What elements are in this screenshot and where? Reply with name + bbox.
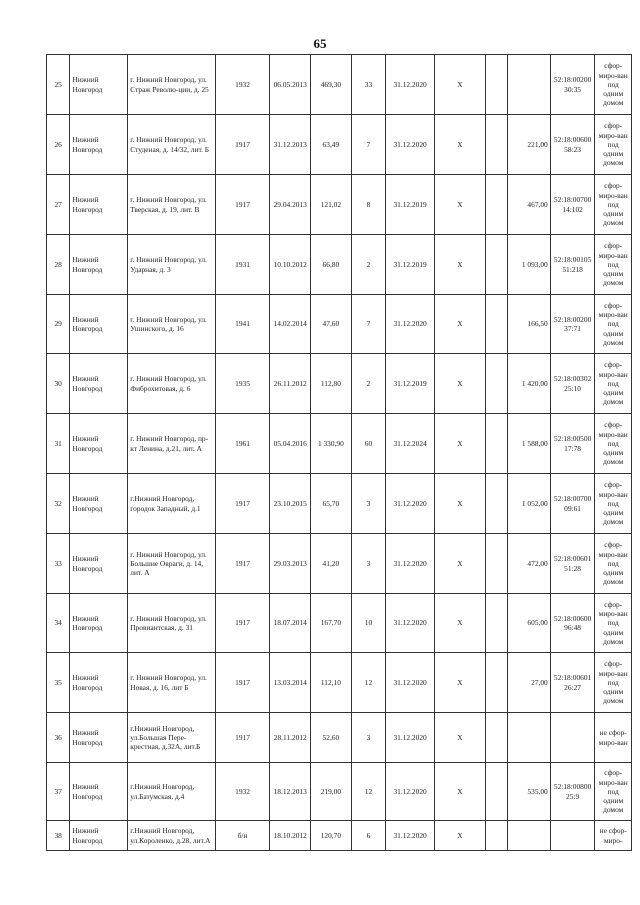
city-cell: Нижний Новгород <box>70 474 128 534</box>
cadastral-number-cell: 52:18:0030225:10 <box>550 354 595 414</box>
count-cell: 7 <box>351 295 386 354</box>
table-row <box>47 414 632 474</box>
year-cell: 1917 <box>215 175 270 235</box>
x-mark-cell: Х <box>434 414 485 474</box>
row-number: 35 <box>47 653 70 713</box>
empty-cell <box>485 474 507 534</box>
city-cell: Нижний Новгород <box>70 653 128 713</box>
area-cell: 219,00 <box>311 763 352 821</box>
address-cell: г. Нижний Новгород, пр-кт Ленина, д.21, лит. А <box>128 414 215 474</box>
x-mark-cell: Х <box>434 653 485 713</box>
city-cell: Нижний Новгород <box>70 713 128 763</box>
area-cell: 167,70 <box>311 594 352 653</box>
year-cell: 1932 <box>215 763 270 821</box>
row-number: 33 <box>47 534 70 594</box>
address-cell: г. Нижний Новгород, ул. Ударная, д. 3 <box>128 235 215 295</box>
area-cell: 52,60 <box>311 713 352 763</box>
city-cell: Нижний Новгород <box>70 594 128 653</box>
count-cell: 60 <box>351 414 386 474</box>
term-cell: 31.12.2020 <box>386 713 435 763</box>
row-number: 34 <box>47 594 70 653</box>
empty-cell <box>485 594 507 653</box>
table-row <box>47 115 632 175</box>
address-cell: г.Нижний Новгород, ул.Большая Пере-крестная, д.32А, лит.Б <box>128 713 215 763</box>
x-mark-cell: Х <box>434 115 485 175</box>
empty-cell <box>485 295 507 354</box>
empty-cell <box>485 175 507 235</box>
row-number: 29 <box>47 295 70 354</box>
land-status-cell: сфор-миро-ван под одним домом <box>595 115 632 175</box>
page-number: 65 <box>313 36 327 51</box>
address-cell: г. Нижний Новгород, ул. Страж Револю-ции, д. 25 <box>128 55 215 115</box>
area-cell: 469,30 <box>311 55 352 115</box>
city-cell: Нижний Новгород <box>70 55 128 115</box>
table-row <box>47 653 632 713</box>
term-cell: 31.12.2020 <box>386 55 435 115</box>
address-cell: г.Нижний Новгород, городок Западный, д.1 <box>128 474 215 534</box>
date-cell: 29.03.2013 <box>270 534 311 594</box>
count-cell: 12 <box>351 763 386 821</box>
x-mark-cell: Х <box>434 763 485 821</box>
row-number: 32 <box>47 474 70 534</box>
cost-cell: 27,00 <box>508 653 551 713</box>
count-cell: 10 <box>351 594 386 653</box>
date-cell: 10.10.2012 <box>270 235 311 295</box>
year-cell: 1935 <box>215 354 270 414</box>
term-cell: 31.12.2020 <box>386 474 435 534</box>
cost-cell: 535,00 <box>508 763 551 821</box>
empty-cell <box>485 821 507 851</box>
table-row <box>47 354 632 414</box>
row-number: 37 <box>47 763 70 821</box>
address-cell: г. Нижний Новгород, ул. Фиброхитовая, д. 6 <box>128 354 215 414</box>
address-cell: г.Нижний Новгород, ул.Короленко, д.28, лит.А <box>128 821 215 851</box>
cost-cell: 221,00 <box>508 115 551 175</box>
address-cell: г.Нижний Новгород, ул.Батумская, д.4 <box>128 763 215 821</box>
cost-cell: 1 420,00 <box>508 354 551 414</box>
city-cell: Нижний Новгород <box>70 414 128 474</box>
land-status-cell: не сфор-миро- <box>595 821 632 851</box>
date-cell: 31.12.2013 <box>270 115 311 175</box>
table-body <box>47 55 632 851</box>
term-cell: 31.12.2019 <box>386 354 435 414</box>
table-row <box>47 474 632 534</box>
year-cell: 1917 <box>215 115 270 175</box>
cost-cell: 467,00 <box>508 175 551 235</box>
area-cell: 66,80 <box>311 235 352 295</box>
land-status-cell: сфор-миро-ван под одним домом <box>595 235 632 295</box>
count-cell: 2 <box>351 354 386 414</box>
area-cell: 1 330,90 <box>311 414 352 474</box>
row-number: 38 <box>47 821 70 851</box>
land-status-cell: сфор-миро-ван под одним домом <box>595 295 632 354</box>
cadastral-number-cell <box>550 821 595 851</box>
area-cell: 112,80 <box>311 354 352 414</box>
cost-cell: 605,00 <box>508 594 551 653</box>
count-cell: 3 <box>351 474 386 534</box>
term-cell: 31.12.2020 <box>386 115 435 175</box>
count-cell: 7 <box>351 115 386 175</box>
table-row <box>47 534 632 594</box>
term-cell: 31.12.2020 <box>386 295 435 354</box>
land-status-cell: сфор-миро-ван под одним домом <box>595 354 632 414</box>
city-cell: Нижний Новгород <box>70 763 128 821</box>
area-cell: 121,02 <box>311 175 352 235</box>
cost-cell <box>508 713 551 763</box>
address-cell: г. Нижний Новгород, ул. Тверская, д. 19, лит. В <box>128 175 215 235</box>
land-status-cell: сфор-миро-ван под одним домом <box>595 414 632 474</box>
term-cell: 31.12.2020 <box>386 653 435 713</box>
term-cell: 31.12.2020 <box>386 534 435 594</box>
x-mark-cell: Х <box>434 175 485 235</box>
x-mark-cell: Х <box>434 474 485 534</box>
date-cell: 23.10.2015 <box>270 474 311 534</box>
land-status-cell: сфор-миро-ван под одним домом <box>595 763 632 821</box>
term-cell: 31.12.2020 <box>386 763 435 821</box>
term-cell: 31.12.2024 <box>386 414 435 474</box>
address-cell: г. Нижний Новгород, ул. Провиантская, д. 31 <box>128 594 215 653</box>
table-row <box>47 594 632 653</box>
term-cell: 31.12.2019 <box>386 235 435 295</box>
term-cell: 31.12.2020 <box>386 821 435 851</box>
row-number: 36 <box>47 713 70 763</box>
empty-cell <box>485 414 507 474</box>
land-status-cell: сфор-миро-ван под одним домом <box>595 474 632 534</box>
land-status-cell: сфор-миро-ван под одним домом <box>595 175 632 235</box>
address-cell: г. Нижний Новгород, ул. Студеная, д. 14/32, лит. Б <box>128 115 215 175</box>
city-cell: Нижний Новгород <box>70 175 128 235</box>
table-row <box>47 713 632 763</box>
cost-cell: 1 052,00 <box>508 474 551 534</box>
year-cell: б/н <box>215 821 270 851</box>
area-cell: 120,70 <box>311 821 352 851</box>
cost-cell: 166,50 <box>508 295 551 354</box>
empty-cell <box>485 235 507 295</box>
term-cell: 31.12.2020 <box>386 594 435 653</box>
count-cell: 12 <box>351 653 386 713</box>
empty-cell <box>485 55 507 115</box>
table-row <box>47 763 632 821</box>
row-number: 27 <box>47 175 70 235</box>
area-cell: 65,70 <box>311 474 352 534</box>
count-cell: 8 <box>351 175 386 235</box>
year-cell: 1917 <box>215 653 270 713</box>
date-cell: 26.11.2012 <box>270 354 311 414</box>
term-cell: 31.12.2019 <box>386 175 435 235</box>
year-cell: 1941 <box>215 295 270 354</box>
table-row <box>47 235 632 295</box>
count-cell: 6 <box>351 821 386 851</box>
cost-cell <box>508 821 551 851</box>
x-mark-cell: Х <box>434 295 485 354</box>
year-cell: 1917 <box>215 474 270 534</box>
city-cell: Нижний Новгород <box>70 115 128 175</box>
year-cell: 1932 <box>215 55 270 115</box>
city-cell: Нижний Новгород <box>70 821 128 851</box>
register-table <box>46 54 632 851</box>
cadastral-number-cell: 52:18:0020030:35 <box>550 55 595 115</box>
year-cell: 1961 <box>215 414 270 474</box>
row-number: 26 <box>47 115 70 175</box>
cost-cell: 1 588,00 <box>508 414 551 474</box>
x-mark-cell: Х <box>434 534 485 594</box>
cadastral-number-cell: 52:18:0080025:9 <box>550 763 595 821</box>
address-cell: г. Нижний Новгород, ул. Ушинского, д. 16 <box>128 295 215 354</box>
empty-cell <box>485 763 507 821</box>
x-mark-cell: Х <box>434 821 485 851</box>
date-cell: 14.02.2014 <box>270 295 311 354</box>
x-mark-cell: Х <box>434 594 485 653</box>
area-cell: 47,60 <box>311 295 352 354</box>
table-row <box>47 295 632 354</box>
x-mark-cell: Х <box>434 55 485 115</box>
city-cell: Нижний Новгород <box>70 235 128 295</box>
cadastral-number-cell: 52:18:0060126:27 <box>550 653 595 713</box>
address-cell: г. Нижний Новгород, ул. Новая, д. 16, лит Б <box>128 653 215 713</box>
city-cell: Нижний Новгород <box>70 534 128 594</box>
count-cell: 33 <box>351 55 386 115</box>
land-status-cell: не сфор-миро-ван <box>595 713 632 763</box>
land-status-cell: сфор-миро-ван под одним домом <box>595 594 632 653</box>
x-mark-cell: Х <box>434 713 485 763</box>
date-cell: 18.10.2012 <box>270 821 311 851</box>
table-row <box>47 55 632 115</box>
row-number: 28 <box>47 235 70 295</box>
land-status-cell: сфор-миро-ван под одним домом <box>595 534 632 594</box>
land-status-cell: сфор-миро-ван под одним домом <box>595 653 632 713</box>
year-cell: 1917 <box>215 594 270 653</box>
x-mark-cell: Х <box>434 354 485 414</box>
count-cell: 3 <box>351 534 386 594</box>
table-row <box>47 821 632 851</box>
year-cell: 1917 <box>215 713 270 763</box>
cadastral-number-cell: 52:18:0050017:78 <box>550 414 595 474</box>
area-cell: 112,10 <box>311 653 352 713</box>
cost-cell <box>508 55 551 115</box>
cadastral-number-cell: 52:18:0010551:218 <box>550 235 595 295</box>
cadastral-number-cell: 52:18:0020037:71 <box>550 295 595 354</box>
date-cell: 28.11.2012 <box>270 713 311 763</box>
area-cell: 41,20 <box>311 534 352 594</box>
city-cell: Нижний Новгород <box>70 295 128 354</box>
count-cell: 2 <box>351 235 386 295</box>
date-cell: 13.03.2014 <box>270 653 311 713</box>
date-cell: 18.07.2014 <box>270 594 311 653</box>
date-cell: 05.04.2016 <box>270 414 311 474</box>
cadastral-number-cell: 52:18:0060096:48 <box>550 594 595 653</box>
cadastral-number-cell: 52:18:0070014:102 <box>550 175 595 235</box>
row-number: 25 <box>47 55 70 115</box>
empty-cell <box>485 354 507 414</box>
cadastral-number-cell: 52:18:0060058:23 <box>550 115 595 175</box>
empty-cell <box>485 534 507 594</box>
date-cell: 18.12.2013 <box>270 763 311 821</box>
city-cell: Нижний Новгород <box>70 354 128 414</box>
x-mark-cell: Х <box>434 235 485 295</box>
cadastral-number-cell <box>550 713 595 763</box>
address-cell: г. Нижний Новгород, ул. Большие Овраги, д. 14, лит. А <box>128 534 215 594</box>
year-cell: 1917 <box>215 534 270 594</box>
empty-cell <box>485 653 507 713</box>
empty-cell <box>485 115 507 175</box>
cost-cell: 1 093,00 <box>508 235 551 295</box>
cost-cell: 472,00 <box>508 534 551 594</box>
empty-cell <box>485 713 507 763</box>
table-row <box>47 175 632 235</box>
year-cell: 1931 <box>215 235 270 295</box>
row-number: 30 <box>47 354 70 414</box>
cadastral-number-cell: 52:18:0060151:28 <box>550 534 595 594</box>
row-number: 31 <box>47 414 70 474</box>
land-status-cell: сфор-миро-ван под одним домом <box>595 55 632 115</box>
area-cell: 63,49 <box>311 115 352 175</box>
count-cell: 3 <box>351 713 386 763</box>
date-cell: 29.04.2013 <box>270 175 311 235</box>
cadastral-number-cell: 52:18:0070009:61 <box>550 474 595 534</box>
date-cell: 06.05.2013 <box>270 55 311 115</box>
